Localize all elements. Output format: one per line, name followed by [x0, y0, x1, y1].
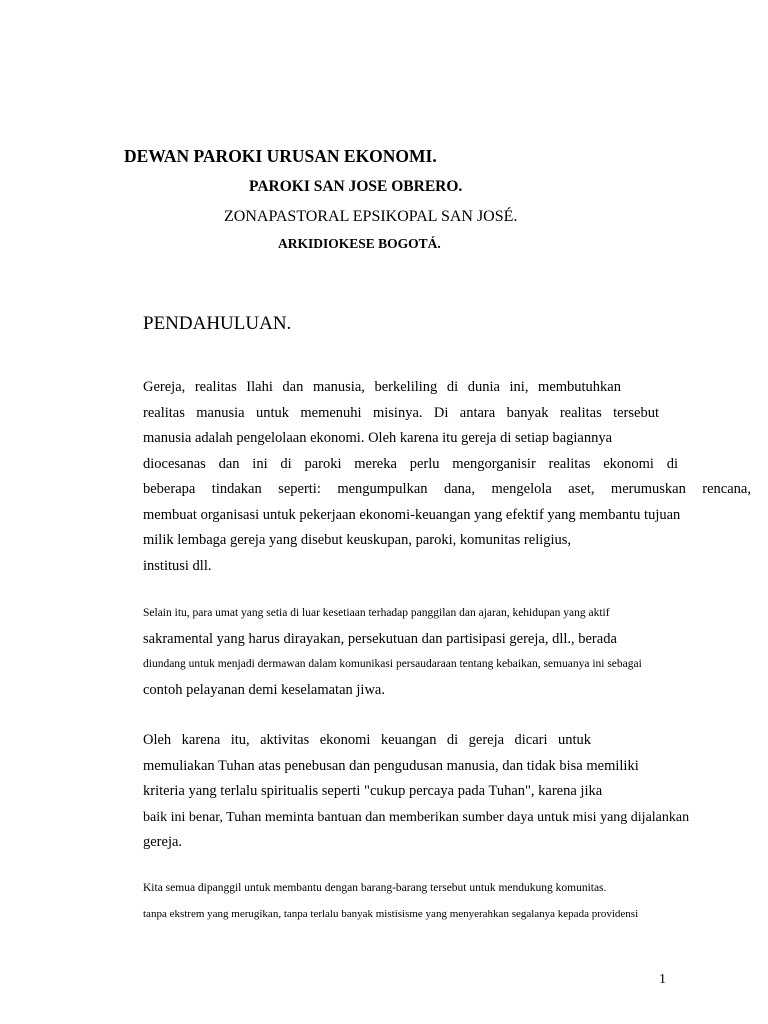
- paragraph-line: realitas manusia untuk memenuhi misinya. Di antara banyak realitas tersebut: [143, 404, 659, 421]
- paragraph-1: [143, 375, 751, 579]
- paragraph-line: membuat organisasi untuk pekerjaan ekonomi-keuangan yang efektif yang membantu tujuan: [143, 506, 681, 523]
- paragraph-line: milik lembaga gereja yang disebut keuskupan, paroki, komunitas religius,: [143, 532, 572, 548]
- paragraph-line: Oleh karena itu, aktivitas ekonomi keuangan di gereja dicari untuk: [143, 732, 591, 748]
- paragraph-line: institusi dll.: [143, 557, 212, 574]
- paragraph-line: Kita semua dipanggil untuk membantu dengan barang-barang tersebut untuk mendukung komunitas.: [143, 882, 607, 894]
- pastoral-zone: ZONAPASTORAL EPSIKOPAL SAN JOSÉ.: [224, 208, 518, 225]
- paragraph-4: [143, 876, 703, 927]
- paragraph-line: manusia adalah pengelolaan ekonomi. Oleh karena itu gereja di setiap bagiannya: [143, 430, 613, 446]
- parish-name: PAROKI SAN JOSE OBRERO.: [249, 178, 463, 195]
- paragraph-line: tanpa ekstrem yang merugikan, tanpa terlalu banyak mistisisme yang menyerahkan segalanya kepada providensi: [143, 907, 639, 920]
- paragraph-line: beberapa tindakan seperti: mengumpulkan dana, mengelola aset, merumuskan rencana,: [143, 481, 751, 497]
- paragraph-line: sakramental yang harus dirayakan, persekutuan dan partisipasi gereja, dll., berada: [143, 630, 617, 647]
- paragraph-line: Gereja, realitas Ilahi dan manusia, berkeliling di dunia ini, membutuhkan: [143, 379, 621, 395]
- paragraph-line: contoh pelayanan demi keselamatan jiwa.: [143, 681, 385, 698]
- paragraph-line: diocesanas dan ini di paroki mereka perlu mengorganisir realitas ekonomi di: [143, 455, 678, 472]
- paragraph-line: kriteria yang terlalu spiritualis seperti "cukup percaya pada Tuhan", karena jika: [143, 783, 603, 799]
- paragraph-2: [143, 601, 703, 703]
- paragraph-3: [143, 728, 723, 856]
- paragraph-line: gereja.: [143, 834, 183, 850]
- page-number: 1: [659, 972, 666, 987]
- archdiocese-name: ARKIDIOKESE BOGOTÁ.: [278, 236, 441, 251]
- paragraph-line: baik ini benar, Tuhan meminta bantuan dan memberikan sumber daya untuk misi yang dijalankan: [143, 809, 690, 825]
- paragraph-line: diundang untuk menjadi dermawan dalam komunikasi persaudaraan tentang kebaikan, semuanya ini sebagai: [143, 658, 642, 670]
- section-title: PENDAHULUAN.: [143, 313, 292, 334]
- paragraph-line: memuliakan Tuhan atas penebusan dan pengudusan manusia, dan tidak bisa memiliki: [143, 757, 639, 774]
- document-title: DEWAN PAROKI URUSAN EKONOMI.: [124, 146, 437, 166]
- paragraph-line: Selain itu, para umat yang setia di luar kesetiaan terhadap panggilan dan ajaran, kehidupan yang aktif: [143, 607, 610, 619]
